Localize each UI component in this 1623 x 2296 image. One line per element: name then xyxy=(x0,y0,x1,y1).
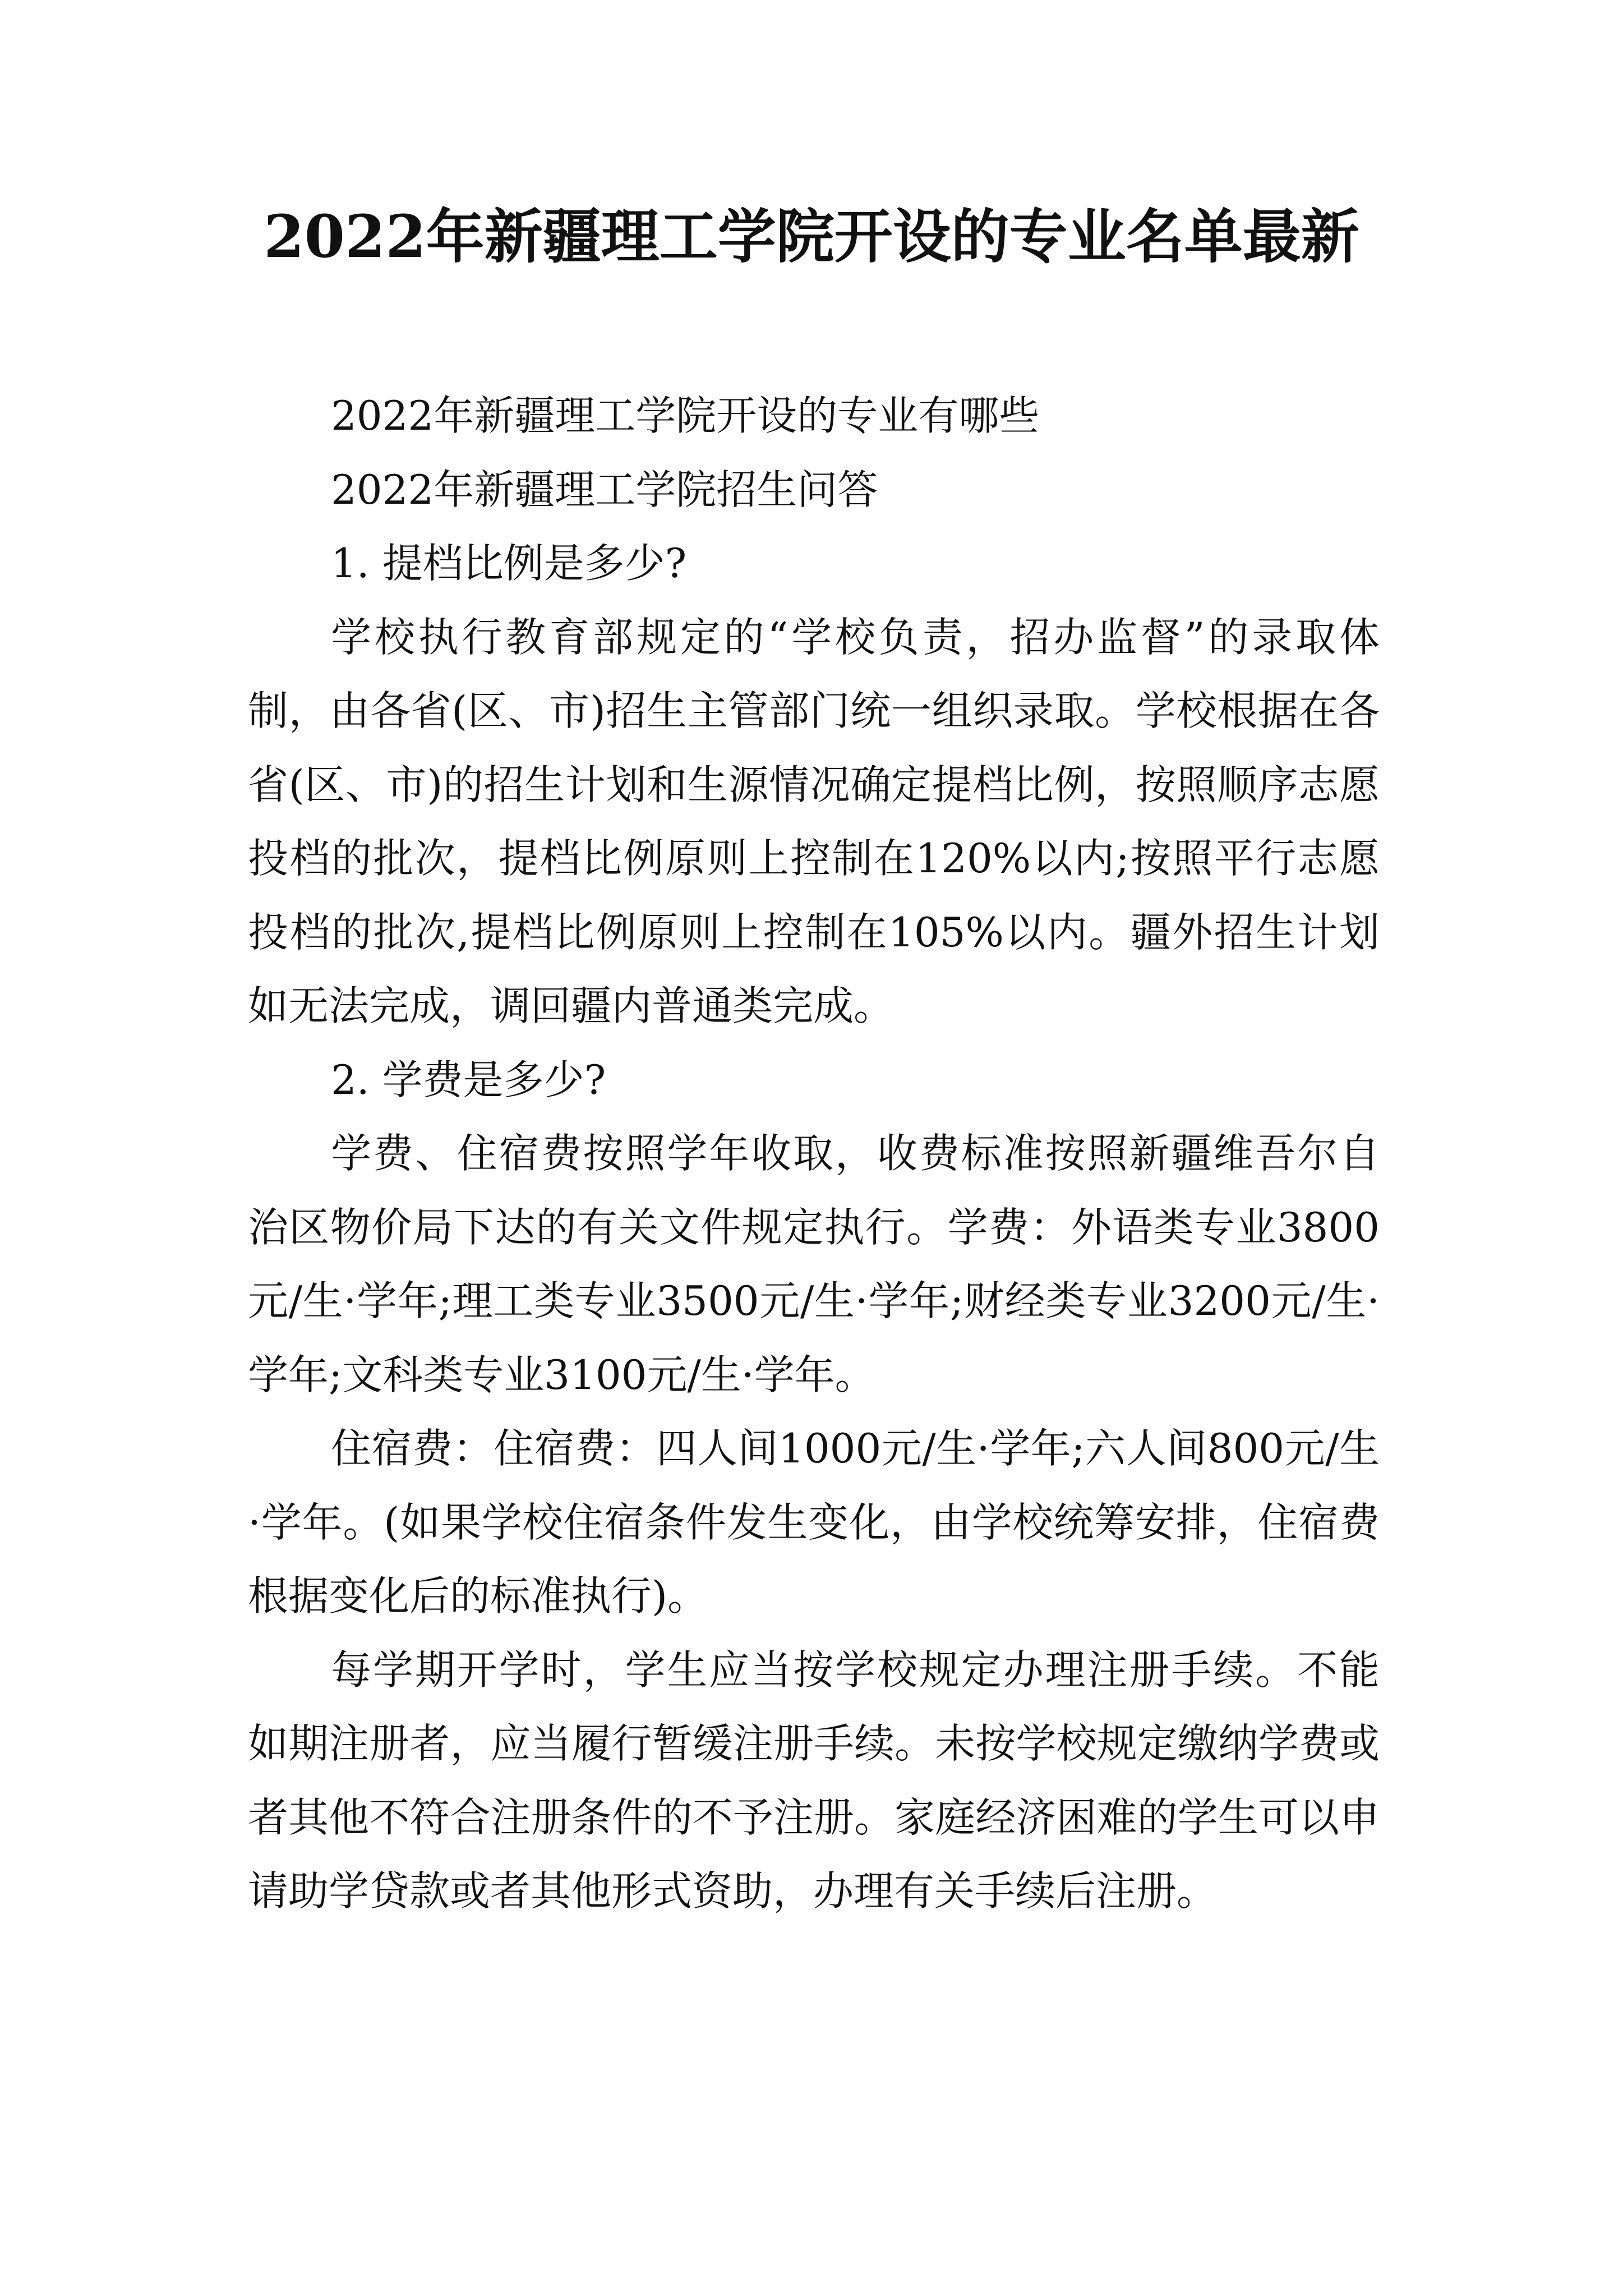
document-title: 2022年新疆理工学院开设的专业名单最新 xyxy=(264,202,1359,271)
paragraph-question-2: 2. 学费是多少? xyxy=(331,1056,606,1103)
paragraph-answer-1: 学校执行教育部规定的“学校负责，招办监督”的录取体制，由各省(区、市)招生主管部门统一组织录取。学校根据在各省(区、市)的招生计划和生源情况确定提档比例，按照顺序志愿投档的批次，提档比例原则上控制在120%以内;按照平行志愿投档的批次,提档比例原则上控制在105%以内。疆外招生计划如无法完成，调回疆内普通类完成。 xyxy=(248,613,1380,1029)
paragraph-accommodation: 住宿费：住宿费：四人间1000元/生·学年;六人间800元/生·学年。(如果学校住宿条件发生变化，由学校统筹安排，住宿费根据变化后的标准执行)。 xyxy=(248,1425,1380,1619)
document-body xyxy=(248,379,1380,1929)
paragraph-majors-heading: 2022年新疆理工学院开设的专业有哪些 xyxy=(331,392,1040,439)
paragraph-question-1: 1. 提档比例是多少? xyxy=(331,540,687,587)
paragraph-registration: 每学期开学时，学生应当按学校规定办理注册手续。不能如期注册者，应当履行暂缓注册手续。未按学校规定缴纳学费或者其他不符合注册条件的不予注册。家庭经济困难的学生可以申请助学贷款或者其他形式资助，办理有关手续后注册。 xyxy=(248,1646,1380,1915)
paragraph-qa-heading: 2022年新疆理工学院招生问答 xyxy=(331,466,878,513)
paragraph-tuition: 学费、住宿费按照学年收取，收费标准按照新疆维吾尔自治区物价局下达的有关文件规定执行。学费：外语类专业3800元/生·学年;理工类专业3500元/生·学年;财经类专业3200元/生·学年;文科类专业3100元/生·学年。 xyxy=(248,1130,1380,1398)
